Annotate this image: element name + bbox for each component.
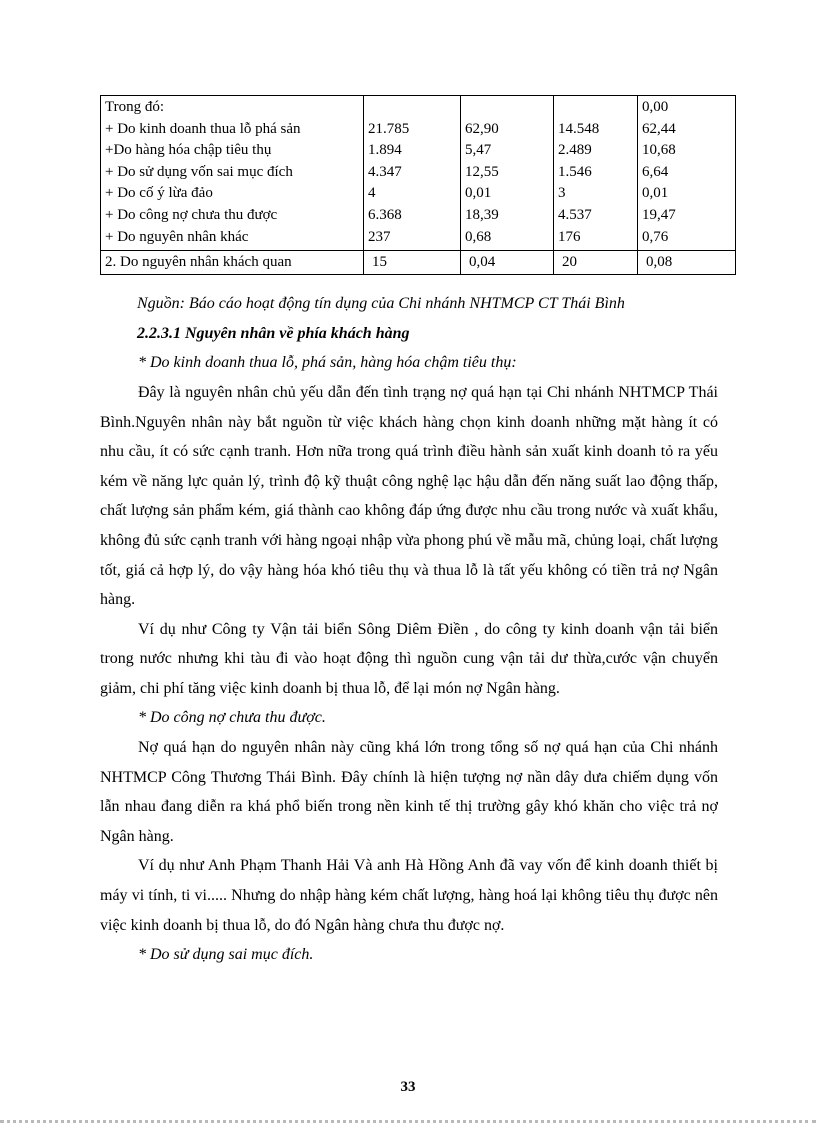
table-line: 2.489 <box>558 142 592 159</box>
table-line: 5,47 <box>465 142 492 159</box>
table-line <box>368 97 458 119</box>
body-text <box>100 289 718 970</box>
page-content <box>100 95 736 970</box>
table-row-objective-causes <box>101 251 736 275</box>
paragraph-example-shipping: Ví dụ như Công ty Vận tải biển Sông Diêm Điền , do công ty kinh doanh vận tải biển trong nước nhưng khi tàu đi vào hoạt động thì nguồn cung vận tải dư thừa,cước vận chuyển giảm, chi phí tăng việc kinh doanh bị thua lỗ, để lại món nợ Ngân hàng. <box>100 620 718 697</box>
table-cell-amount-year2 <box>554 96 638 251</box>
table-line: 1.894 <box>368 142 402 159</box>
table-line: 4.347 <box>368 163 402 180</box>
paragraph-uncollected-debt: Nợ quá hạn do nguyên nhân này cũng khá lớn trong tổng số nợ quá hạn của Chi nhánh NHTMCP Công Thương Thái Bình. Đây chính là hiện tượng nợ nần dây dưa chiếm dụng vốn lẫn nhau đang diễn ra khá phổ biến trong nền kinh tế thị trường gây khó khăn cho việc trả nợ Ngân hàng. <box>100 739 718 845</box>
table-line <box>558 97 635 119</box>
overdue-debt-causes-table <box>100 95 736 275</box>
table-line: + Do kinh doanh thua lỗ phá sản <box>105 120 301 137</box>
paragraph-example-computers: Ví dụ như Anh Phạm Thanh Hải Và anh Hà Hồng Anh đã vay vốn để kinh doanh thiết bị máy vi tính, ti vi..... Nhưng do nhập hàng kém chất lượng, hàng hoá lại không tiêu thụ được nên việc kinh doanh bị thua lỗ, do đó Ngân hàng chưa thu được nợ. <box>100 857 718 934</box>
table-line: 176 <box>558 228 581 245</box>
table-line: 1.546 <box>558 163 592 180</box>
table-line: 10,68 <box>642 142 676 159</box>
table-line: + Do cố ý lừa đảo <box>105 185 213 202</box>
subheading-uncollected-debt: * Do công nợ chưa thu được. <box>138 709 326 727</box>
table-line: + Do công nợ chưa thu được <box>105 206 278 223</box>
table-cell-label: 2. Do nguyên nhân khách quan <box>101 251 364 275</box>
table-line: 6.368 <box>368 206 402 223</box>
table-cell-amount-year1 <box>364 96 461 251</box>
table-line <box>465 97 551 119</box>
table-line: 0,76 <box>642 228 669 245</box>
table-line: 6,64 <box>642 163 669 180</box>
page-number: 33 <box>400 1079 416 1095</box>
table-cell-value: 0,04 <box>461 251 554 275</box>
table-line: 0,01 <box>465 185 492 202</box>
table-cell-value: 20 <box>554 251 638 275</box>
paragraph-business-loss: Đây là nguyên nhân chủ yếu dẫn đến tình trạng nợ quá hạn tại Chi nhánh NHTMCP Thái Bình.Nguyên nhân này bắt nguồn từ việc khách hàng chọn kinh doanh những mặt hàng ít có nhu cầu, ít có sức cạnh tranh. Hơn nữa trong quá trình điều hành sản xuất kinh doanh tỏ ra yếu kém về năng lực quản lý, trình độ kỹ thuật công nghệ lạc hậu dẫn đến năng suất lao động thấp, chất lượng sản phẩm kém, giá thành cao không đáp ứng được nhu cầu trong nước và xuất khẩu, không đủ sức cạnh tranh với hàng ngoại nhập vừa phong phú về mẫu mã, chủng loại, chất lượng tốt, giá cả hợp lý, do vậy hàng hóa khó tiêu thụ và thua lỗ là tất yếu không có tiền trả nợ Ngân hàng. <box>100 383 718 609</box>
table-line: 237 <box>368 228 391 245</box>
table-line: 12,55 <box>465 163 499 180</box>
table-line: 4.537 <box>558 206 592 223</box>
table-cell-value: 15 <box>364 251 461 275</box>
table-line: + Do sử dụng vốn sai mục đích <box>105 163 293 180</box>
table-line: 14.548 <box>558 120 600 137</box>
table-line: 4 <box>368 185 376 202</box>
table-cell-percent-year1 <box>461 96 554 251</box>
table-line: +Do hàng hóa chập tiêu thụ <box>105 142 272 159</box>
subheading-wrong-purpose: * Do sử dụng sai mục đích. <box>138 946 314 964</box>
section-heading: 2.2.3.1 Nguyên nhân về phía khách hàng <box>137 324 410 342</box>
table-source-note: Nguồn: Báo cáo hoạt động tín dụng của Chi nhánh NHTMCP CT Thái Bình <box>137 295 625 313</box>
table-line: 21.785 <box>368 120 410 137</box>
table-cell-value: 0,08 <box>638 251 736 275</box>
table-line: 62,90 <box>465 120 499 137</box>
table-line: 0,01 <box>642 185 669 202</box>
table-line: 19,47 <box>642 206 676 223</box>
subheading-business-loss: * Do kinh doanh thua lỗ, phá sản, hàng hóa chậm tiêu thụ: <box>138 354 517 372</box>
table-line: 3 <box>558 185 566 202</box>
table-line: + Do nguyên nhân khác <box>105 228 249 245</box>
table-cell-cause-labels <box>101 96 364 251</box>
table-line: 0,68 <box>465 228 492 245</box>
table-cell-percent-year2 <box>638 96 736 251</box>
table-line: 18,39 <box>465 206 499 223</box>
table-line: Trong đó: <box>105 99 165 115</box>
table-line: 0,00 <box>642 99 669 115</box>
table-row-group <box>101 96 736 251</box>
table-line: 62,44 <box>642 120 676 137</box>
